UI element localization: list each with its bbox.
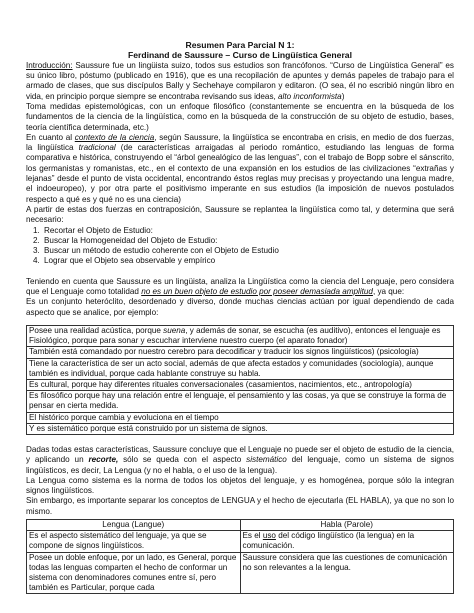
table-cell: Es el aspecto sistemático del lenguaje, ya que se compone de signos lingüísticos. — [27, 531, 241, 552]
table-row — [27, 531, 454, 552]
separar-paragraph: Sin embargo, es importante separar los conceptos de LENGUA y el hecho de ejecutarla (EL HABLA), ya que no son lo mismo. — [26, 496, 454, 516]
list-item: 4. Lograr que el Objeto sea observable y empírico — [42, 256, 454, 266]
table-cell: Posee una realidad acústica, porque suena, y además de sonar, se escucha (es auditivo), entonces el lenguaje es Fisiológico, porque para sonar y escuchar interviene nuestro cuerpo (el aparato fonador) — [27, 325, 454, 346]
lenguaje-emphasis: no es un buen objeto de estudio por poseer demasiada amplitud — [141, 287, 373, 297]
table-header-habla: Habla (Parole) — [240, 520, 454, 531]
table-cell: Es filosófico porque hay una relación entre el lenguaje, el pensamiento y las cosas, ya que se construye la forma de pensar en cierta medida. — [27, 391, 454, 412]
table-cell: Tiene la característica de ser un acto social, además de que afecta estados y comunidades (sociología), aunque también es individual, porque cada hablante construye su habla. — [27, 358, 454, 379]
conclusion-paragraph: Dadas todas estas características, Saussure concluye que el Lenguaje no puede ser el objeto de estudio de la ciencia, y aplicando un recorte, sólo se queda con el aspecto sistemático del lenguaje, como un sistema de signos lingüísticos, es decir, La Lengua (y no el habla, o el uso de la lengua). — [26, 444, 454, 475]
list-item: 1. Recortar el Objeto de Estudio: — [42, 226, 454, 236]
table-cell: Saussure considera que las cuestiones de comunicación no son relevantes a la lengua. — [240, 552, 454, 594]
forces-paragraph: A partir de estas dos fuerzas en contraposición, Saussure se replantea la lingüística como tal, y determina que será necesario: — [26, 204, 454, 225]
recorte-emphasis: recorte, — [88, 455, 119, 465]
context-emphasis: contexto de la ciencia — [74, 132, 155, 142]
table-cell: Posee un doble enfoque, por un lado, es General, porque todas las lenguas comparten el hecho de conformar un sistema con denominadores comunes entre sí, pero también es Particular, porque cada — [27, 552, 241, 594]
table-cell: El histórico porque cambia y evoluciona en el tiempo — [27, 412, 454, 423]
list-item: 2. Buscar la Homogeneidad del Objeto de Estudio: — [42, 236, 454, 246]
features-table — [26, 325, 454, 435]
table-row — [27, 379, 454, 390]
document-body — [26, 40, 454, 594]
intro-label: Introducción: — [26, 60, 73, 70]
table-row — [27, 325, 454, 346]
document-title-line2: Ferdinand de Saussure – Curso de Lingüística General — [128, 50, 352, 61]
lengua-paragraph: La Lengua como sistema es la norma de todos los objetos del lenguaje, y es homogénea, porque sólo la integran signos lingüísticos. — [26, 475, 454, 496]
table-row — [27, 520, 454, 531]
intro-italic: alto inconformista — [278, 91, 342, 101]
compare-table — [26, 519, 454, 594]
table-cell: Es el uso del código lingüístico (la lengua) en la comunicación. — [240, 531, 454, 552]
steps-list — [26, 226, 454, 267]
table-row — [27, 347, 454, 358]
lenguaje-paragraph: Teniendo en cuenta que Saussure es un lingüista, analiza la Lingüística como la ciencia del Lenguaje, pero considera que el Lenguaje como totalidad no es un buen objeto de estudio por poseer demasiada amplitud, ya que: — [26, 276, 454, 297]
table-cell: Es cultural, porque hay diferentes rituales conversacionales (casamientos, nacimientos, etc., antropología) — [27, 379, 454, 390]
table-header-lengua: Lengua (Langue) — [27, 520, 241, 531]
list-item: 3. Buscar un método de estudio coherente con el Objeto de Estudio — [42, 246, 454, 256]
table-row — [27, 391, 454, 412]
epistemology-paragraph: Toma medidas epistemológicas, con un enfoque filosófico (constantemente se encuentra en la búsqueda de los fundamentos de la ciencia de la lingüística, como en la búsqueda de la construcción de su objeto de estudio, bases, teoría científica determinada, etc.) — [26, 102, 454, 132]
table-row — [27, 552, 454, 594]
intro-paragraph: Introducción: Saussure fue un lingüista suizo, todos sus estudios son francófonos. “Curso de Lingüística General” es su único libro, póstumo (publicado en 1916), que es una recopilación de apuntes y demás papeles de trabajo para el armado de clases, que sus discípulos Bally y Sechehaye compilaron y editaron. (O sea, él no escribió ningún libro en vida, en principio porque siempre se encontraba revisando sus ideas, alto inconformista) — [26, 60, 454, 101]
document-title-line1: Resumen Para Parcial N 1: — [185, 40, 295, 50]
table-cell: También está comandado por nuestro cerebro para decodificar y traducir los signos lingüísticos) (psicología) — [27, 347, 454, 358]
table-row — [27, 423, 454, 434]
table-row — [27, 358, 454, 379]
table-row — [27, 412, 454, 423]
context-paragraph: En cuanto al contexto de la ciencia, según Saussure, la lingüística se encontraba en crisis, en medio de dos fuerzas, la lingüística tradicional (de características arraigadas al periodo romántico, estudiando las lenguas de forma comparativa e histórica, construyendo el “árbol genealógico de las lenguas”, con el trabajo de Bopp sobre el sánscrito, los germanistas y romanistas, etc., en el contexto de una expansión en los estudios de las civilizaciones “extrañas y lejanas” desde el punto de vista occidental, encontrando éstos reglas muy precisas y proyectando una lengua madre, el indoeuropeo), y por otra parte el positivismo imperante en sus estudios (la imposición de nuevos postulados respecto a qué es y qué no es una ciencia) — [26, 132, 454, 204]
heteroclito-paragraph: Es un conjunto heteróclito, desordenado y diverso, donde muchas ciencias actúan por igual dependiendo de cada aspecto que se analice, por ejemplo: — [26, 297, 454, 317]
intro-text: Saussure fue un lingüista suizo, todos sus estudios son francófonos. “Curso de Lingüística General” es su único libro, póstumo (publicado en 1916), que es una recopilación de apuntes y demás papeles de trabajo para el armado de clases, que sus discípulos Bally y Sechehaye compilaron y editaron. (O sea, él no escribió ningún libro en vida, en principio porque siempre se encontraba revisando sus ideas, — [26, 60, 454, 101]
table-cell: Y es sistemático porque está construido por un sistema de signos. — [27, 423, 454, 434]
